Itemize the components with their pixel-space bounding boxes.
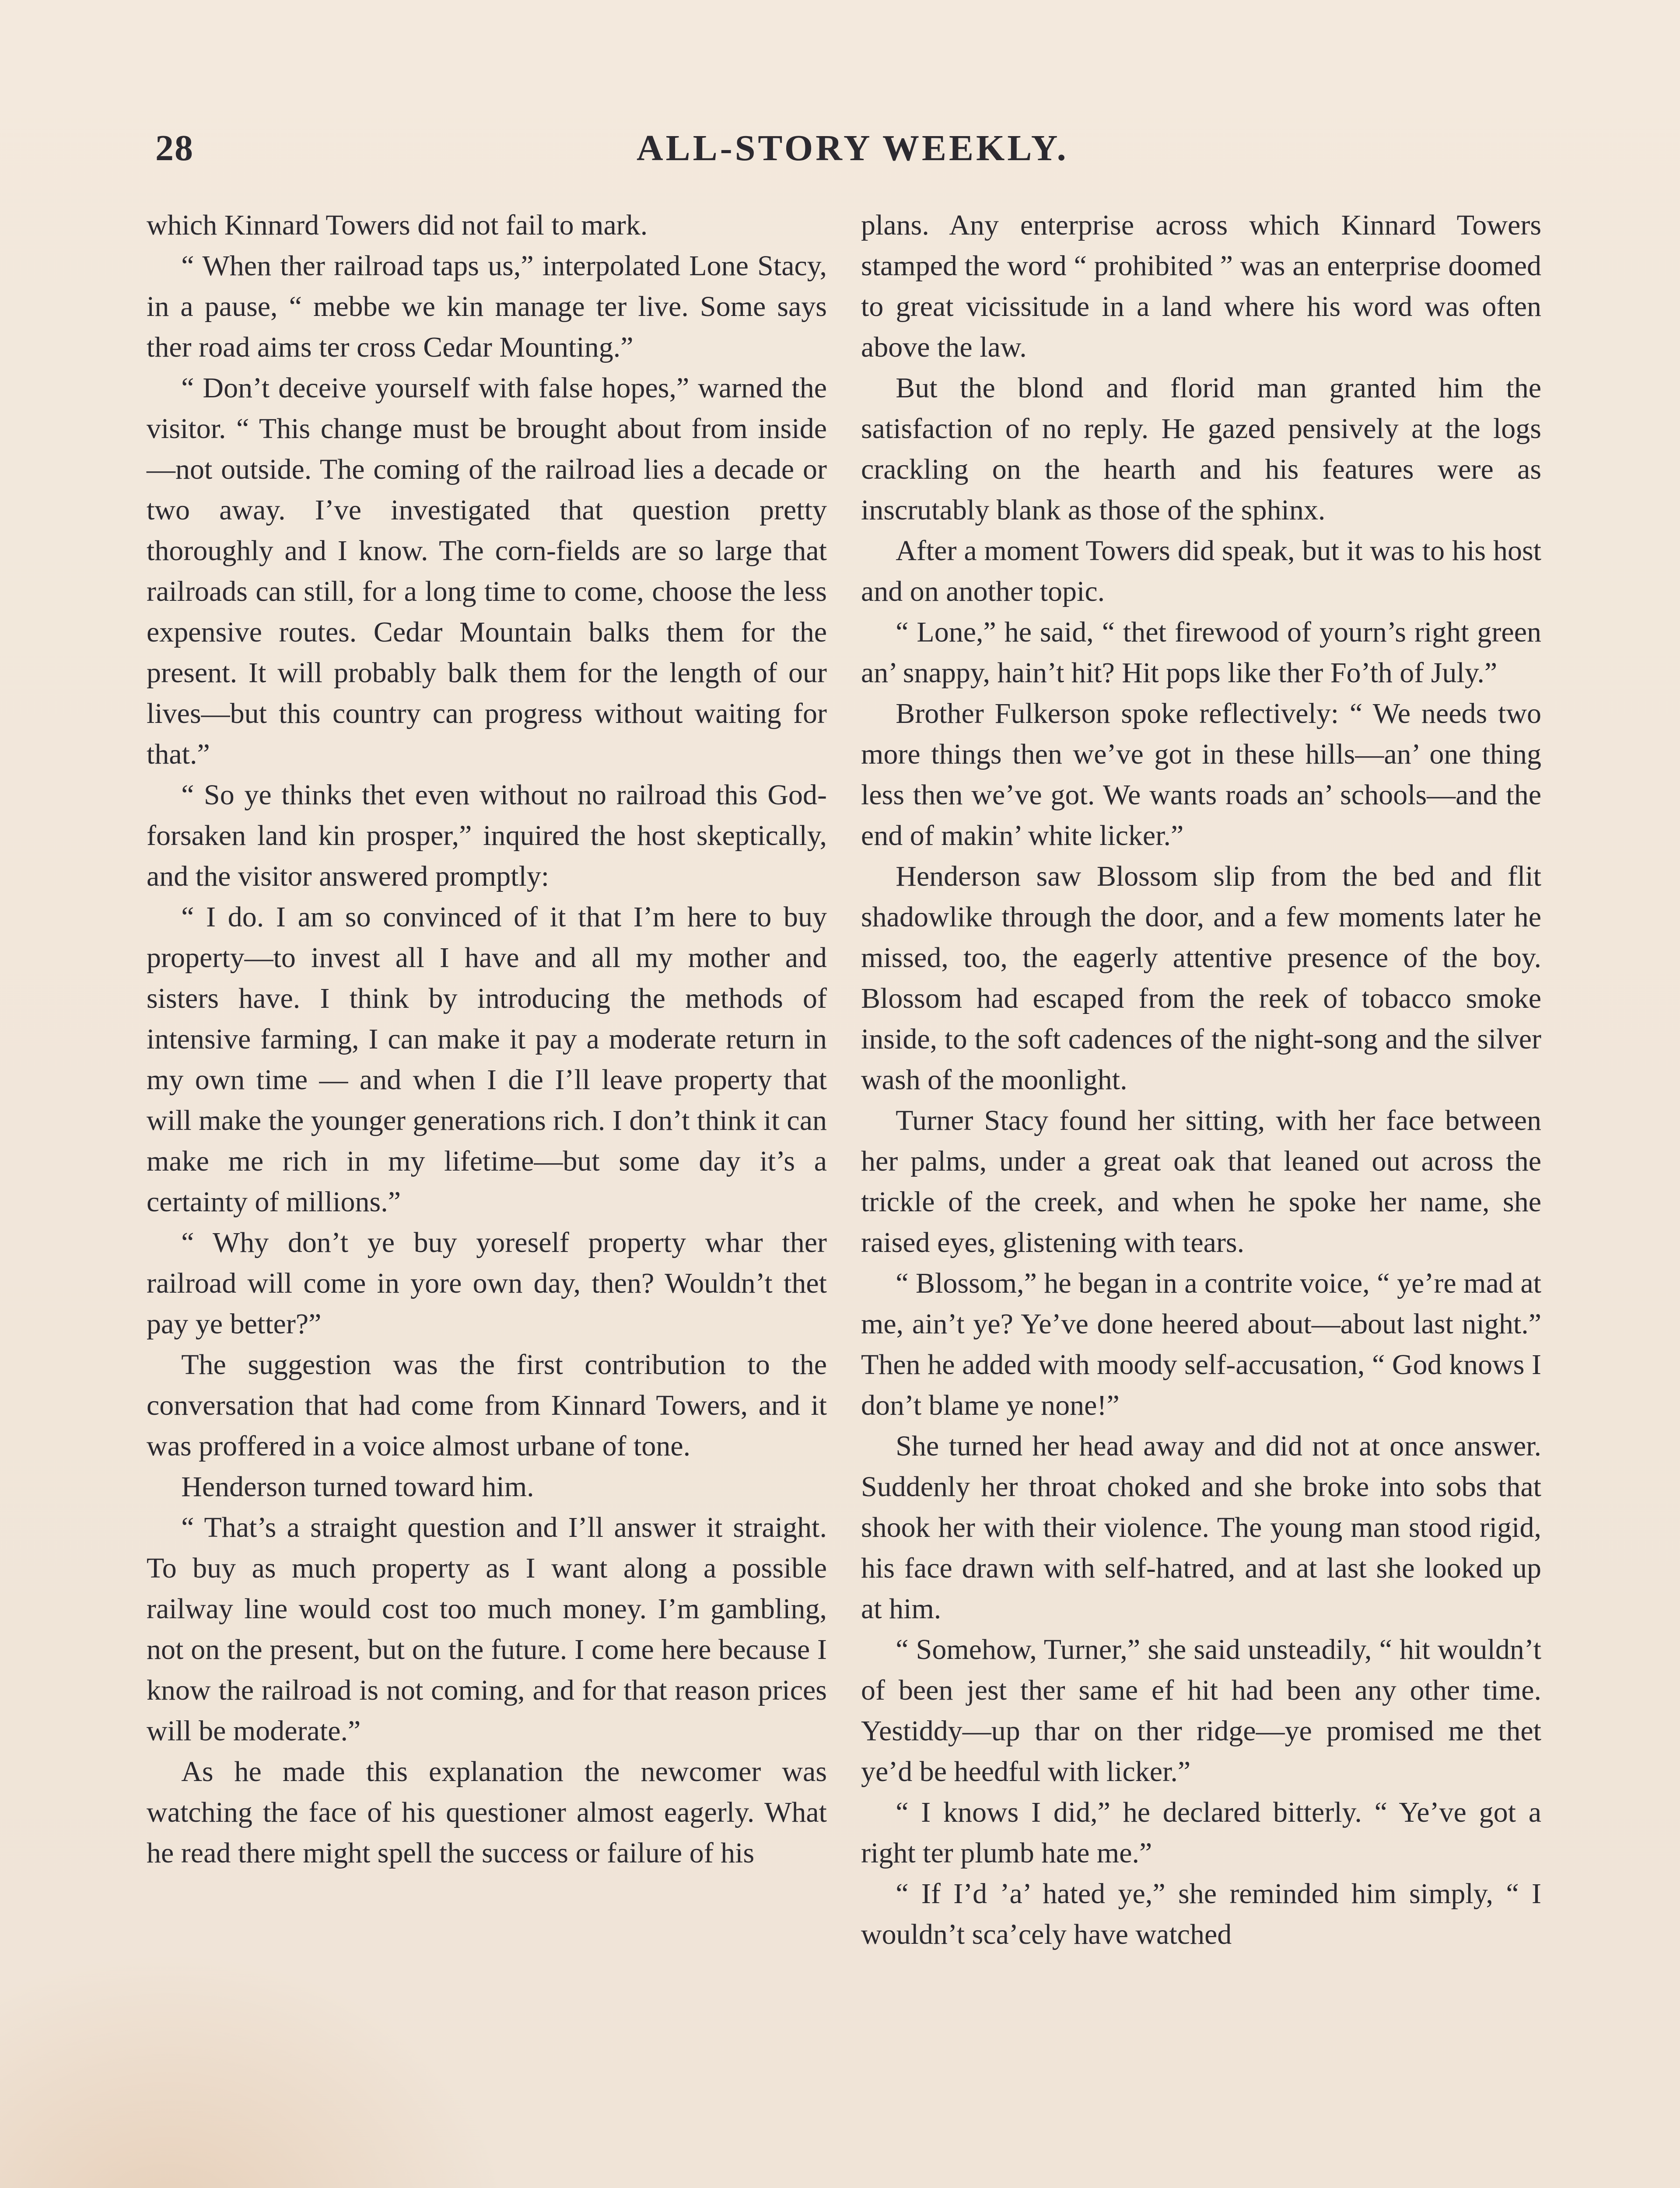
running-title: ALL-STORY WEEKLY.: [637, 128, 1069, 168]
paragraph: “ Lone,” he said, “ thet firewood of yourn’s right green an’ snappy, hain’t hit? Hit pops like ther Fo’th of July.”: [861, 616, 1541, 689]
paragraph: “ Don’t deceive yourself with false hopes,” warned the visitor. “ This change must be brought about from inside—not outside. The coming of the railroad lies a decade or two away. I’ve investigated that question pretty thoroughly and I know. The corn-fields are so large that railroads can still, for a long time to come, choose the less expensive routes. Cedar Mountain balks them for the present. It will probably balk them for the length of our lives—but this country can progress without waiting for that.”: [147, 372, 827, 770]
paragraph: Brother Fulkerson spoke reflectively: “ We needs two more things then we’ve got in these hills—an’ one thing less then we’ve got. We wants roads an’ schools—and the end of makin’ white licker.”: [861, 698, 1541, 852]
paragraph: Henderson turned toward him.: [181, 1471, 534, 1503]
paragraph: “ I knows I did,” he declared bitterly. “ Ye’ve got a right ter plumb hate me.”: [861, 1796, 1541, 1869]
paragraph: She turned her head away and did not at once answer. Suddenly her throat choked and she broke into sobs that shook her with their violence. The young man stood rigid, his face drawn with self-hatred, and at last she looked up at him.: [861, 1430, 1541, 1625]
paragraph: “ That’s a straight question and I’ll answer it straight. To buy as much property as I want along a possible railway line would cost too much money. I’m gambling, not on the present, but on the future. I come here because I know the railroad is not coming, and for that reason prices will be moderate.”: [147, 1511, 827, 1747]
page-header: [155, 127, 1540, 179]
paragraph: “ So ye thinks thet even without no railroad this God-forsaken land kin prosper,” inquired the host skeptically, and the visitor answered promptly:: [147, 779, 827, 892]
paragraph: The suggestion was the first contribution to the conversation that had come from Kinnard Towers, and it was proffered in a voice almost urbane of tone.: [147, 1349, 827, 1462]
paragraph: Henderson saw Blossom slip from the bed and flit shadowlike through the door, and a few moments later he missed, too, the eagerly attentive presence of the boy. Blossom had escaped from the reek of tobacco smoke inside, to the soft cadences of the night-song and the silver wash of the moonlight.: [861, 860, 1541, 1096]
right-column: [861, 205, 1541, 1955]
paragraph: “ If I’d ’a’ hated ye,” she reminded him simply, “ I wouldn’t sca’cely have watched: [861, 1878, 1541, 1950]
paragraph: But the blond and florid man granted him the satisfaction of no reply. He gazed pensively at the logs crackling on the hearth and his features were as inscrutably blank as those of the sphinx.: [861, 372, 1541, 526]
page-number: 28: [155, 128, 194, 168]
paragraph: “ Why don’t ye buy yoreself property whar ther railroad will come in yore own day, then? Wouldn’t thet pay ye better?”: [147, 1227, 827, 1340]
paragraph: “ When ther railroad taps us,” interpolated Lone Stacy, in a pause, “ mebbe we kin manage ter live. Some says ther road aims ter cross Cedar Mounting.”: [147, 250, 827, 363]
paragraph: Turner Stacy found her sitting, with her face between her palms, under a great oak that leaned out across the trickle of the creek, and when he spoke her name, she raised eyes, glistening with tears.: [861, 1105, 1541, 1259]
paragraph: As he made this explanation the newcomer was watching the face of his questioner almost eagerly. What he read there might spell the success or failure of his: [147, 1756, 827, 1869]
left-column: [147, 205, 827, 1873]
paragraph: which Kinnard Towers did not fail to mark.: [147, 209, 648, 241]
paragraph: plans. Any enterprise across which Kinnard Towers stamped the word “ prohibited ” was an enterprise doomed to great vicissitude in a land where his word was often above the law.: [861, 209, 1541, 363]
paragraph: After a moment Towers did speak, but it was to his host and on another topic.: [861, 535, 1541, 607]
paragraph: “ Somehow, Turner,” she said unsteadily, “ hit wouldn’t of been jest ther same ef hit had been any other time. Yestiddy—up thar on ther ridge—ye promised me thet ye’d be heedful with licker.”: [861, 1634, 1541, 1788]
paragraph: “ I do. I am so convinced of it that I’m here to buy property—to invest all I have and all my mother and sisters have. I think by introducing the methods of intensive farming, I can make it pay a moderate return in my own time — and when I die I’ll leave property that will make the younger generations rich. I don’t think it can make me rich in my lifetime—but some day it’s a certainty of millions.”: [147, 901, 827, 1218]
paragraph: “ Blossom,” he began in a contrite voice, “ ye’re mad at me, ain’t ye? Ye’ve done heered about—about last night.” Then he added with moody self-accusation, “ God knows I don’t blame ye none!”: [861, 1267, 1541, 1421]
